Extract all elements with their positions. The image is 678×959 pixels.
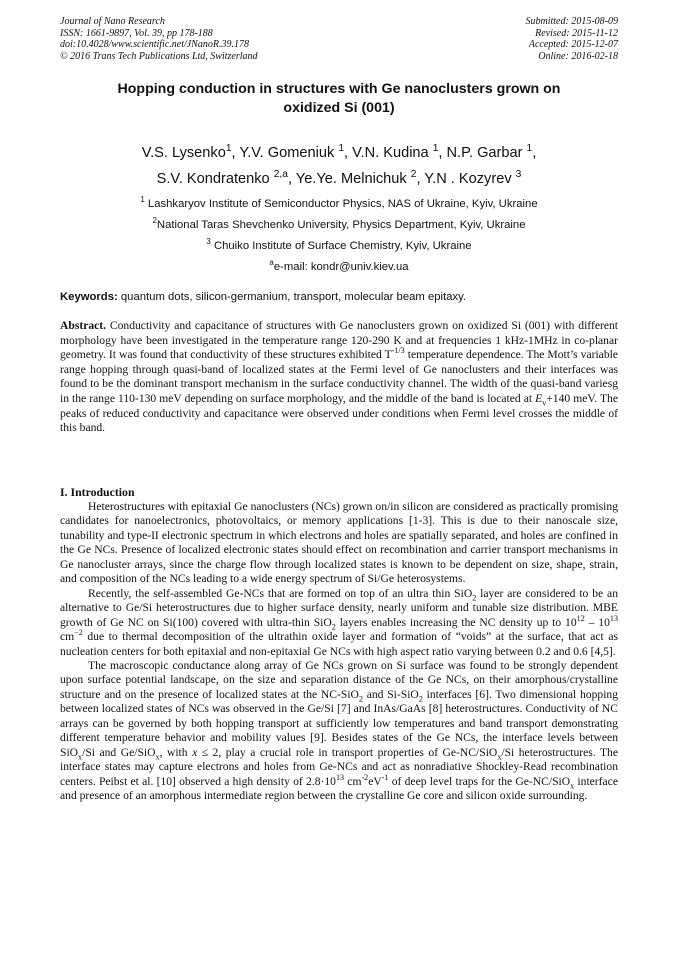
keywords <box>60 290 618 305</box>
subscript: 2 <box>358 694 363 704</box>
text-run: ≤ 2, play a crucial role in transport properties of Ge-NC/SiO <box>197 745 498 759</box>
subscript: x <box>570 780 575 790</box>
paragraph-3 <box>60 659 618 804</box>
abstract-text: +140 meV. The peaks of reduced conductivity and capacitance were observed under conditions when Fermi level crosses the middle of this band. <box>60 391 618 435</box>
author-line-1 <box>60 140 618 166</box>
abstract-text: temperature dependence. The Mott’s variable range hopping through quasi-band of localized states at the Fermi level of Ge nanoclusters and their interfaces was found to be the dominant transport mechanism in the surface conductivity channel. The width of the quasi-band variesg in the range 110-130 meV depending on surface morphology, and the middle of the band is located at <box>60 348 618 405</box>
text-run: interface and presence of an amorphous intermediate region between the crystalline Ge core and silicon oxide surrounding. <box>60 774 618 803</box>
exponent: 13 <box>335 772 345 782</box>
subscript: 2 <box>472 593 477 603</box>
subscript: x <box>78 752 83 762</box>
title-line-1: Hopping conduction in structures with Ge nanoclusters grown on <box>117 81 561 97</box>
text-run: layer are considered to be an alternative to Ge/Si heterostructures due to higher surface density, nearly uniform and tunable size distribution. MBE growth of Ge NC on Si(100) covered with ultra-thin SiO <box>60 586 618 629</box>
subscript: x <box>497 752 502 762</box>
accepted-date: Accepted: 2015-12-07 <box>528 39 618 50</box>
subscript: 2 <box>331 621 336 631</box>
journal-info <box>60 16 258 62</box>
exponent: 13 <box>609 613 618 623</box>
energy-symbol: E <box>535 391 543 405</box>
section-heading: I. Introduction <box>60 485 135 499</box>
affiliation-mark: 2,a <box>273 169 288 181</box>
text-run: of deep level traps for the Ge-NC/SiO <box>388 774 571 788</box>
affiliation-mark: 1 <box>432 143 439 155</box>
affiliation-2 <box>60 215 618 236</box>
author-name: , Ye.Ye. Melnichuk <box>287 171 411 187</box>
subscript: 2 <box>418 694 423 704</box>
text-run: /Si heterostructures. The interface states may capture electrons and holes from Ge-NCs and act as nonradiative Shockley-Read recombination centers. Peibst et al. [10] observed a high density of 2.8·10 <box>60 745 618 788</box>
paragraph-2 <box>60 587 618 659</box>
affiliation-mark: 1 <box>225 143 232 155</box>
abstract-text: Conductivity and capacitance of structures with Ge nanoclusters grown on oxidized Si (001) with different morphology have been investigated in the temperature range 120-290 K and at frequencies 1 kHz-1MHz in co-planar geometry. It was found that conductivity of these structures exhibited T <box>60 319 618 362</box>
text-run: Recently, the self-assembled Ge-NCs that are formed on top of an ultra thin SiO <box>88 586 473 600</box>
text-run: cm <box>60 630 75 644</box>
affiliation-text: National Taras Shevchenko University, Physics Department, Kyiv, Ukraine <box>156 219 526 231</box>
email-line <box>60 257 618 278</box>
affiliation-mark: 2 <box>410 169 417 181</box>
author-name: , N.P. Garbar <box>438 145 527 161</box>
author-name: , Y.N . Kozyrev <box>416 171 516 187</box>
affiliation-mark: 1 <box>338 143 345 155</box>
author-list <box>60 140 618 192</box>
author-line-2 <box>60 166 618 192</box>
affiliation-mark: 3 <box>515 169 522 181</box>
subscript: v <box>542 398 547 408</box>
text-run: The macroscopic conductance along array of Ge NCs grown on Si surface was found to be strongly dependent upon surface potential landscape, on the size and separation distance of the Ge NCs, on their amorphous/crystalline structure and on the presence of localized states at the NC-SiO <box>60 658 618 701</box>
affiliation-mark: 3 <box>206 237 211 247</box>
exponent: -1/3 <box>391 346 405 356</box>
subscript: x <box>155 752 160 762</box>
journal-name: Journal of Nano Research <box>60 16 165 27</box>
affiliation-list <box>60 194 618 278</box>
author-name: , Y.V. Gomeniuk <box>231 145 339 161</box>
affiliation-mark: 1 <box>526 143 533 155</box>
affiliation-1 <box>60 194 618 215</box>
author-separator: , <box>532 145 537 161</box>
text-run: – 10 <box>584 615 610 629</box>
keywords-text: quantum dots, silicon-germanium, transport, molecular beam epitaxy. <box>117 291 467 303</box>
exponent: -2 <box>361 772 369 782</box>
author-name: S.V. Kondratenko <box>156 171 274 187</box>
text-run: interfaces [6]. Two dimensional hopping between localized states of NCs was observed in the Ge/Si [7] and InAs/GaAs [8] heterostructures. Conductivity of NC arrays can be governed by both hopping transport at sufficiently low temperatures and band transport demonstrating different temperature behavior and mobility values [9]. Besides states of the Ge NCs, the interface levels between SiO <box>60 687 619 759</box>
body-text <box>60 500 618 804</box>
online-date: Online: 2016-02-18 <box>538 50 618 62</box>
text-run: eV <box>368 774 382 788</box>
text-run: due to thermal decomposition of the ultrathin oxide layer and formation of “voids” at the surface, that act as nucleation centers for both epitaxial and non-epitaxial Ge NCs with high aspect ratio varying between 0.2 and 0.6 [4,5]. <box>60 630 618 658</box>
author-name: V.S. Lysenko <box>141 145 226 161</box>
email-mark: a <box>269 258 274 268</box>
submitted-date: Submitted: 2015-08-09 <box>525 16 618 27</box>
exponent: −2 <box>74 628 83 638</box>
paragraph-1: Heterostructures with epitaxial Ge nanoclusters (NCs) grown on/in silicon are considered as practically promising candidates for nanoelectronics, photovoltaics, or memory applications [1-3]. This is due to their nanoscale size, tunability and type-II electronic spectrum in which electrons and holes are spatially separated, and holes are confined in the Ge NCs. Presence of localized electronic states should effect on recombination and carrier transport mechanisms in Ge nanocluster arrays, since the charge flow through localized states is known to be dependent on size, shape, strain, and composition of the NCs leading to a wide energy spectrum of Si/Ge heterosystems. <box>60 500 618 586</box>
revised-date: Revised: 2015-11-12 <box>535 27 618 39</box>
copyright-line: © 2016 Trans Tech Publications Ltd, Switzerland <box>60 50 258 62</box>
issn-line: ISSN: 1661-9897, Vol. 39, pp 178-188 <box>60 27 213 39</box>
text-run: layers enables increasing the NC density up to 10 <box>335 615 577 629</box>
abstract <box>60 319 618 436</box>
exponent: -1 <box>381 772 389 782</box>
exponent: 12 <box>576 613 585 623</box>
author-name: , V.N. Kudina <box>344 145 433 161</box>
title-line-2: oxidized Si (001) <box>283 100 395 116</box>
affiliation-mark: 2 <box>152 216 157 226</box>
text-run: /Si and Ge/SiO <box>82 745 156 759</box>
text-run: , with <box>159 745 193 759</box>
variable-symbol: x <box>192 745 198 759</box>
paper-title <box>60 80 618 118</box>
email-text: e-mail: kondr@univ.kiev.ua <box>273 261 409 273</box>
affiliation-text: Lashkaryov Institute of Semiconductor Physics, NAS of Ukraine, Kyiv, Ukraine <box>144 198 538 210</box>
text-run: cm <box>344 774 362 788</box>
affiliation-3 <box>60 236 618 257</box>
affiliation-mark: 1 <box>140 195 145 205</box>
text-run: and Si-SiO <box>362 687 419 701</box>
keywords-label: Keywords: <box>60 291 118 303</box>
doi-line: doi:10.4028/www.scientific.net/JNanoR.39.178 <box>60 39 249 50</box>
abstract-label: Abstract. <box>60 319 107 332</box>
dates-info <box>526 16 619 62</box>
affiliation-text: Chuiko Institute of Surface Chemistry, Kyiv, Ukraine <box>210 240 472 252</box>
